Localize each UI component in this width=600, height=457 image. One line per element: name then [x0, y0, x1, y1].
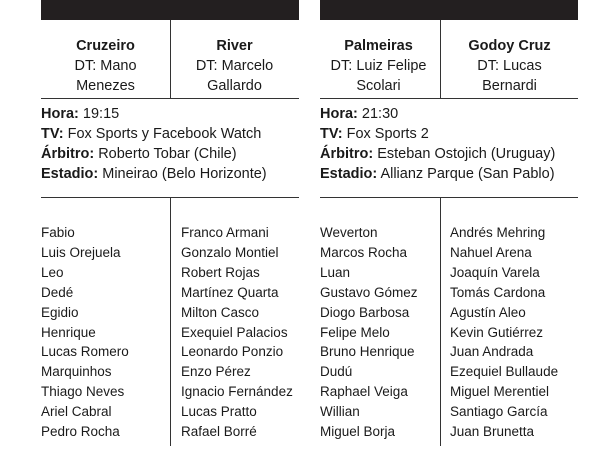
player-name: Joaquín Varela: [450, 264, 540, 280]
info-referee: Árbitro: Esteban Ostojich (Uruguay): [320, 146, 556, 162]
header-bar: [41, 0, 299, 20]
player-name: Nahuel Arena: [450, 244, 532, 260]
info-time: Hora: 19:15: [41, 106, 120, 122]
player-name: Exequiel Palacios: [181, 324, 288, 340]
coach-line: DT: Lucas: [477, 58, 542, 74]
coach-line: Bernardi: [482, 78, 537, 94]
away-team: [170, 36, 299, 96]
divider-line: [320, 98, 578, 99]
team-name: Cruzeiro: [76, 38, 135, 54]
info-tv: TV: Fox Sports y Facebook Watch: [41, 126, 262, 142]
coach-line: Menezes: [76, 78, 135, 94]
away-lineup: [181, 223, 310, 442]
player-name: Pedro Rocha: [41, 424, 120, 440]
player-name: Agustín Aleo: [450, 304, 526, 320]
player-name: Willian: [320, 404, 360, 420]
player-name: Ariel Cabral: [41, 404, 112, 420]
match-info: [41, 104, 299, 184]
player-name: Leo: [41, 264, 64, 280]
header-bar: [320, 0, 578, 20]
player-name: Tomás Cardona: [450, 284, 546, 300]
player-name: Milton Casco: [181, 304, 260, 320]
player-name: Rafael Borré: [181, 424, 257, 440]
player-name: Luis Orejuela: [41, 244, 121, 260]
info-stadium: Estadio: Mineirao (Belo Horizonte): [41, 166, 267, 182]
player-name: Gustavo Gómez: [320, 284, 418, 300]
team-name: Godoy Cruz: [468, 38, 551, 54]
player-name: Andrés Mehring: [450, 225, 546, 240]
coach-line: DT: Luiz Felipe: [330, 58, 427, 74]
player-name: Dudú: [320, 364, 353, 380]
away-lineup: [450, 223, 579, 442]
divider-line: [41, 98, 299, 99]
player-name: Lucas Pratto: [181, 404, 257, 420]
match-card-cruzeiro-river: [41, 0, 299, 446]
player-name: Miguel Merentiel: [450, 384, 550, 400]
player-name: Weverton: [320, 225, 378, 240]
player-name: Enzo Pérez: [181, 364, 251, 380]
coach-line: Scolari: [356, 78, 401, 94]
player-name: Thiago Neves: [41, 384, 125, 400]
player-name: Dedé: [41, 284, 74, 300]
player-name: Diogo Barbosa: [320, 304, 410, 320]
player-name: Ignacio Fernández: [181, 384, 293, 400]
info-tv: TV: Fox Sports 2: [320, 126, 429, 142]
info-time: Hora: 21:30: [320, 106, 399, 122]
match-info: [320, 104, 578, 184]
player-name: Felipe Melo: [320, 324, 390, 340]
player-name: Bruno Henrique: [320, 344, 415, 360]
home-lineup: [320, 223, 449, 442]
player-name: Juan Andrada: [450, 344, 534, 360]
coach-line: Gallardo: [207, 78, 262, 94]
match-card-palmeiras-godoy-cruz: [320, 0, 578, 446]
divider-line: [320, 197, 578, 198]
home-team: [41, 36, 170, 96]
player-name: Luan: [320, 264, 351, 280]
coach-line: DT: Marcelo: [195, 58, 274, 74]
team-name: Palmeiras: [344, 38, 413, 54]
player-name: Miguel Borja: [320, 424, 396, 440]
player-name: Kevin Gutiérrez: [450, 324, 544, 340]
player-name: Henrique: [41, 324, 96, 340]
info-referee: Árbitro: Roberto Tobar (Chile): [41, 146, 237, 162]
player-name: Santiago García: [450, 404, 548, 420]
player-name: Juan Brunetta: [450, 424, 535, 440]
home-team: [314, 36, 443, 96]
player-name: Franco Armani: [181, 225, 269, 240]
player-name: Ezequiel Bullaude: [450, 364, 559, 380]
away-team: [445, 36, 574, 96]
info-stadium: Estadio: Allianz Parque (San Pablo): [320, 166, 555, 182]
player-name: Marcos Rocha: [320, 244, 408, 260]
player-name: Gonzalo Montiel: [181, 244, 279, 260]
lineup-divider: [170, 197, 171, 446]
player-name: Lucas Romero: [41, 344, 129, 360]
player-name: Fabio: [41, 225, 75, 240]
player-name: Martínez Quarta: [181, 284, 279, 300]
team-name: River: [216, 38, 253, 54]
player-name: Raphael Veiga: [320, 384, 408, 400]
home-lineup: [41, 223, 170, 442]
player-name: Marquinhos: [41, 364, 112, 380]
player-name: Leonardo Ponzio: [181, 344, 284, 360]
coach-line: DT: Mano: [74, 58, 137, 74]
player-name: Robert Rojas: [181, 264, 260, 280]
player-name: Egidio: [41, 304, 79, 320]
